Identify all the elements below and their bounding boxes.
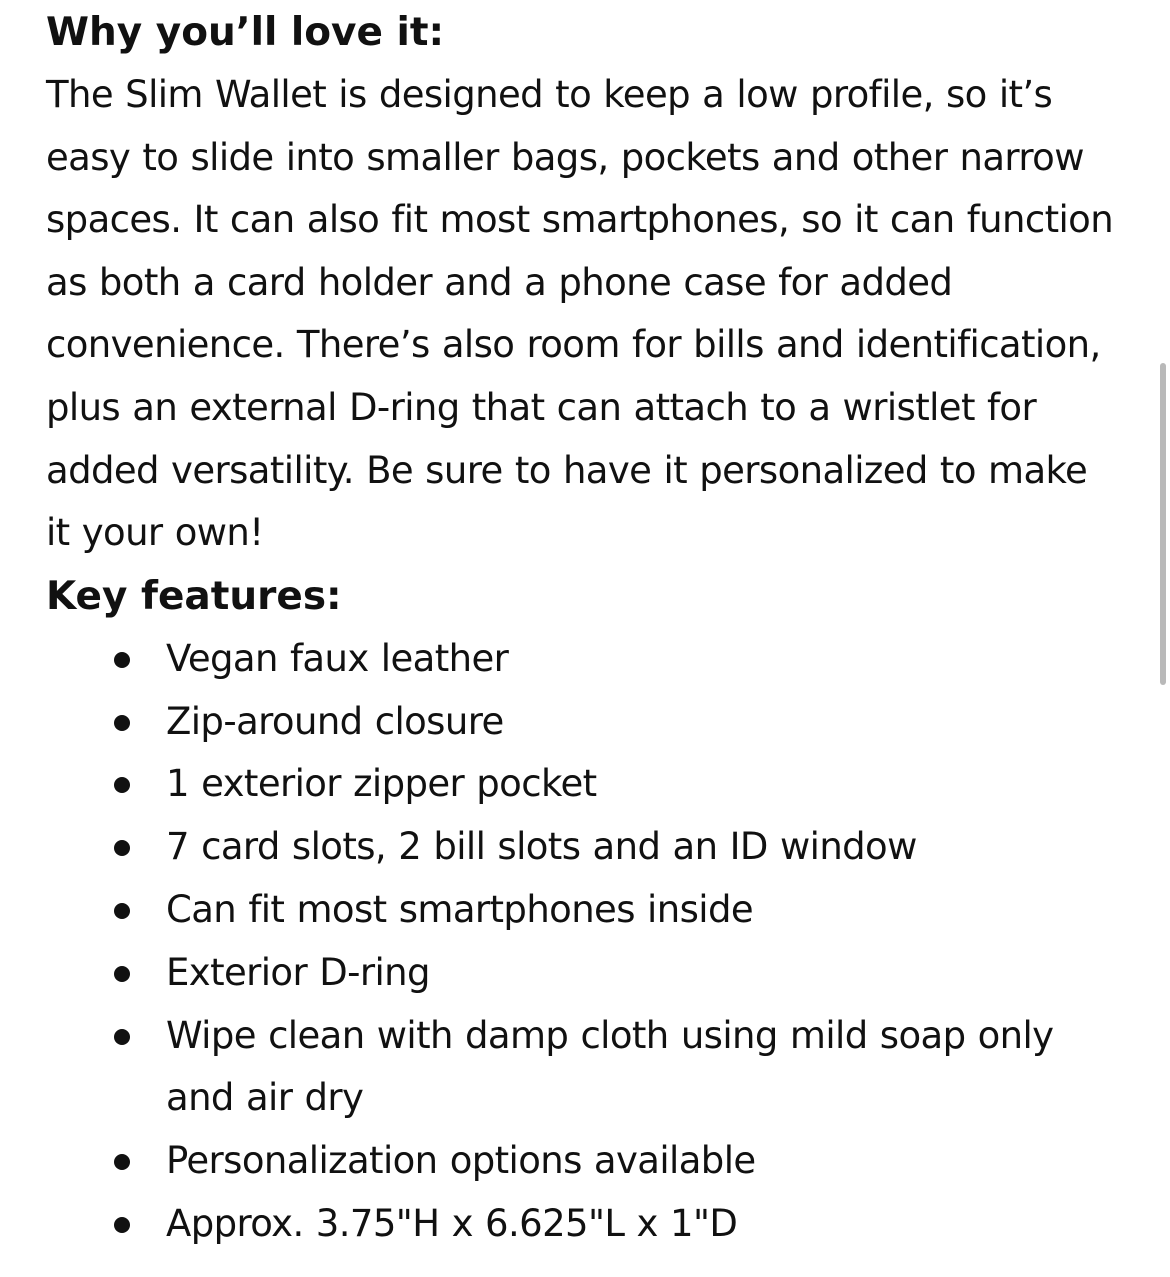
bullet-icon xyxy=(114,966,130,982)
feature-text: Wipe clean with damp cloth using mild soap only xyxy=(166,1013,1054,1057)
bullet-icon xyxy=(114,715,130,731)
feature-text: Exterior D-ring xyxy=(166,950,430,994)
product-details xyxy=(46,0,1126,1256)
feature-item xyxy=(46,1005,1126,1131)
vertical-scrollbar[interactable] xyxy=(1160,363,1166,685)
description-line: as both a card holder and a phone case for added xyxy=(46,260,953,304)
feature-item xyxy=(46,879,1126,942)
feature-item xyxy=(46,753,1126,816)
bullet-icon xyxy=(114,840,130,856)
bullet-icon xyxy=(114,652,130,668)
bullet-icon xyxy=(114,1217,130,1233)
description-line: added versatility. Be sure to have it personalized to make xyxy=(46,448,1088,492)
description-line: spaces. It can also fit most smartphones, so it can function xyxy=(46,198,1114,242)
feature-text: 7 card slots, 2 bill slots and an ID window xyxy=(166,825,917,869)
bullet-icon xyxy=(114,1154,130,1170)
key-features-heading: Key features: xyxy=(46,573,342,619)
feature-text: and air dry xyxy=(166,1076,364,1120)
description-line: easy to slide into smaller bags, pockets and other narrow xyxy=(46,135,1084,179)
description-line: plus an external D-ring that can attach to a wristlet for xyxy=(46,385,1037,429)
description-line: it your own! xyxy=(46,511,264,555)
product-description xyxy=(46,64,1126,565)
key-features-list xyxy=(46,628,1126,1256)
feature-text: Zip-around closure xyxy=(166,699,504,743)
bullet-icon xyxy=(114,777,130,793)
feature-text: Personalization options available xyxy=(166,1139,756,1183)
feature-text: Vegan faux leather xyxy=(166,636,509,680)
feature-text: Can fit most smartphones inside xyxy=(166,887,753,931)
feature-item xyxy=(46,942,1126,1005)
why-love-it-heading: Why you’ll love it: xyxy=(46,10,445,55)
feature-item xyxy=(46,1130,1126,1193)
feature-item xyxy=(46,1193,1126,1256)
description-line: The Slim Wallet is designed to keep a low profile, so it’s xyxy=(46,73,1053,116)
feature-item xyxy=(46,628,1126,691)
bullet-icon xyxy=(114,1029,130,1045)
feature-text: Approx. 3.75"H x 6.625"L x 1"D xyxy=(166,1201,738,1245)
feature-item xyxy=(46,816,1126,879)
feature-item xyxy=(46,691,1126,754)
bullet-icon xyxy=(114,903,130,919)
feature-text: 1 exterior zipper pocket xyxy=(166,762,597,806)
description-line: convenience. There’s also room for bills and identification, xyxy=(46,323,1101,367)
